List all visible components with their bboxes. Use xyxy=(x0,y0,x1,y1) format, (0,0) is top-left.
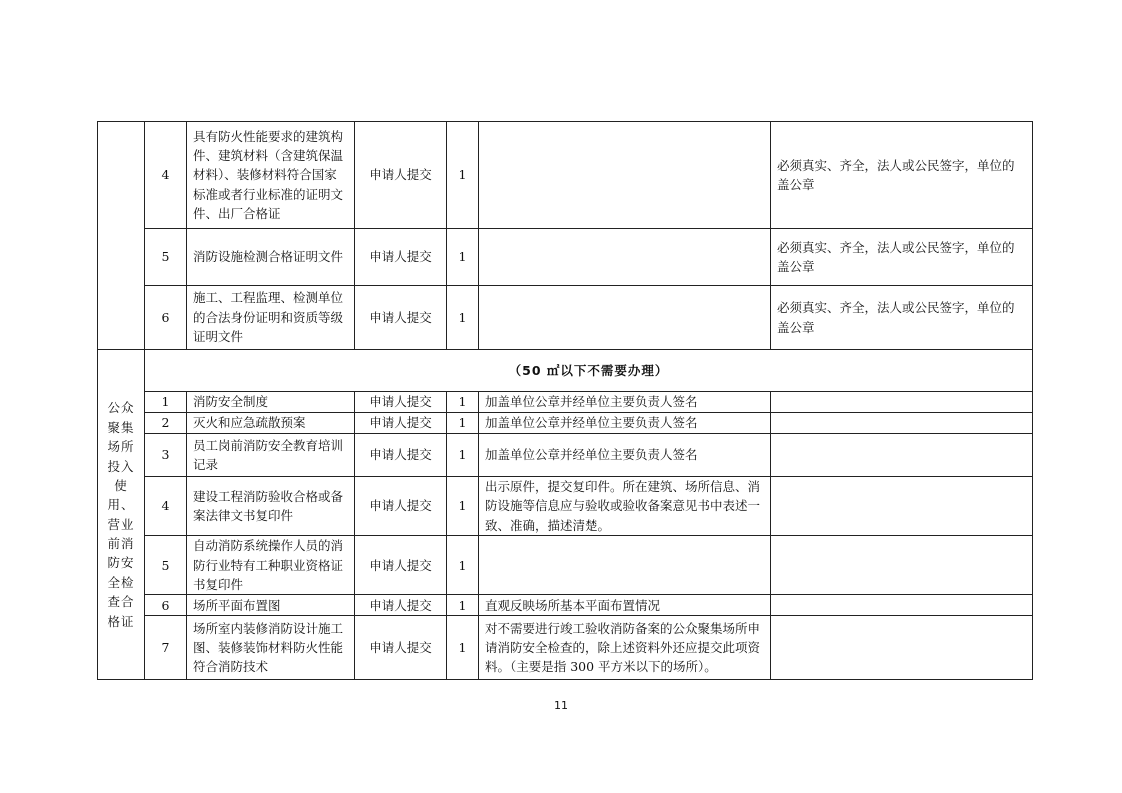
document-table xyxy=(97,121,1033,680)
row-number: 6 xyxy=(145,286,187,350)
table-row xyxy=(98,229,1033,286)
submitter: 申请人提交 xyxy=(355,477,447,536)
copies-count: 1 xyxy=(447,286,479,350)
copies-count: 1 xyxy=(447,122,479,229)
requirement xyxy=(771,595,1033,616)
material-name: 场所平面布置图 xyxy=(187,595,355,616)
copies-count: 1 xyxy=(447,392,479,413)
requirement: 必须真实、齐全，法人或公民签字，单位的盖公章 xyxy=(771,229,1033,286)
requirement: 必须真实、齐全，法人或公民签字，单位的盖公章 xyxy=(771,122,1033,229)
table-row xyxy=(98,477,1033,536)
requirement xyxy=(771,616,1033,680)
copies-count: 1 xyxy=(447,434,479,477)
submitter: 申请人提交 xyxy=(355,434,447,477)
note: 直观反映场所基本平面布置情况 xyxy=(479,595,771,616)
note xyxy=(479,122,771,229)
row-number: 7 xyxy=(145,616,187,680)
note xyxy=(479,286,771,350)
note: 加盖单位公章并经单位主要负责人签名 xyxy=(479,413,771,434)
row-number: 5 xyxy=(145,229,187,286)
material-name: 建设工程消防验收合格或备案法律文书复印件 xyxy=(187,477,355,536)
copies-count: 1 xyxy=(447,616,479,680)
requirement xyxy=(771,536,1033,595)
category-label: 公众聚集场所投入使用、营业前消防安全检查合格证 xyxy=(98,350,145,680)
note: 对不需要进行竣工验收消防备案的公众聚集场所申请消防安全检查的，除上述资料外还应提交此项资料。（主要是指 300 平方米以下的场所）。 xyxy=(479,616,771,680)
page-number: 11 xyxy=(554,699,568,712)
submitter: 申请人提交 xyxy=(355,286,447,350)
requirement xyxy=(771,413,1033,434)
requirement xyxy=(771,392,1033,413)
row-number: 4 xyxy=(145,477,187,536)
table-row xyxy=(98,122,1033,229)
row-number: 1 xyxy=(145,392,187,413)
row-number: 2 xyxy=(145,413,187,434)
table-row xyxy=(98,536,1033,595)
note: 加盖单位公章并经单位主要负责人签名 xyxy=(479,434,771,477)
row-number: 6 xyxy=(145,595,187,616)
copies-count: 1 xyxy=(447,536,479,595)
table-row xyxy=(98,616,1033,680)
submitter: 申请人提交 xyxy=(355,616,447,680)
note: 出示原件，提交复印件。所在建筑、场所信息、消防设施等信息应与验收或验收备案意见书中表述一致、准确，描述清楚。 xyxy=(479,477,771,536)
note xyxy=(479,229,771,286)
row-number: 4 xyxy=(145,122,187,229)
copies-count: 1 xyxy=(447,595,479,616)
copies-count: 1 xyxy=(447,229,479,286)
submitter: 申请人提交 xyxy=(355,536,447,595)
row-number: 3 xyxy=(145,434,187,477)
table-row xyxy=(98,286,1033,350)
material-name: 消防安全制度 xyxy=(187,392,355,413)
material-name: 施工、工程监理、检测单位的合法身份证明和资质等级证明文件 xyxy=(187,286,355,350)
material-name: 具有防火性能要求的建筑构件、建筑材料（含建筑保温材料）、装修材料符合国家标准或者行业标准的证明文件、出厂合格证 xyxy=(187,122,355,229)
submitter: 申请人提交 xyxy=(355,392,447,413)
table-row xyxy=(98,434,1033,477)
copies-count: 1 xyxy=(447,477,479,536)
table-row xyxy=(98,392,1033,413)
section-heading-row xyxy=(98,350,1033,392)
submitter: 申请人提交 xyxy=(355,229,447,286)
section-heading: （50 ㎡以下不需要办理） xyxy=(145,350,1033,392)
row-number: 5 xyxy=(145,536,187,595)
copies-count: 1 xyxy=(447,413,479,434)
submitter: 申请人提交 xyxy=(355,595,447,616)
table-row xyxy=(98,413,1033,434)
material-name: 灭火和应急疏散预案 xyxy=(187,413,355,434)
note: 加盖单位公章并经单位主要负责人签名 xyxy=(479,392,771,413)
note xyxy=(479,536,771,595)
requirement xyxy=(771,477,1033,536)
table-row xyxy=(98,595,1033,616)
requirement: 必须真实、齐全，法人或公民签字，单位的盖公章 xyxy=(771,286,1033,350)
material-name: 消防设施检测合格证明文件 xyxy=(187,229,355,286)
category-cell-continued xyxy=(98,122,145,350)
material-name: 自动消防系统操作人员的消防行业特有工种职业资格证书复印件 xyxy=(187,536,355,595)
submitter: 申请人提交 xyxy=(355,122,447,229)
material-name: 员工岗前消防安全教育培训记录 xyxy=(187,434,355,477)
submitter: 申请人提交 xyxy=(355,413,447,434)
requirement xyxy=(771,434,1033,477)
material-name: 场所室内装修消防设计施工图、装修装饰材料防火性能符合消防技术 xyxy=(187,616,355,680)
